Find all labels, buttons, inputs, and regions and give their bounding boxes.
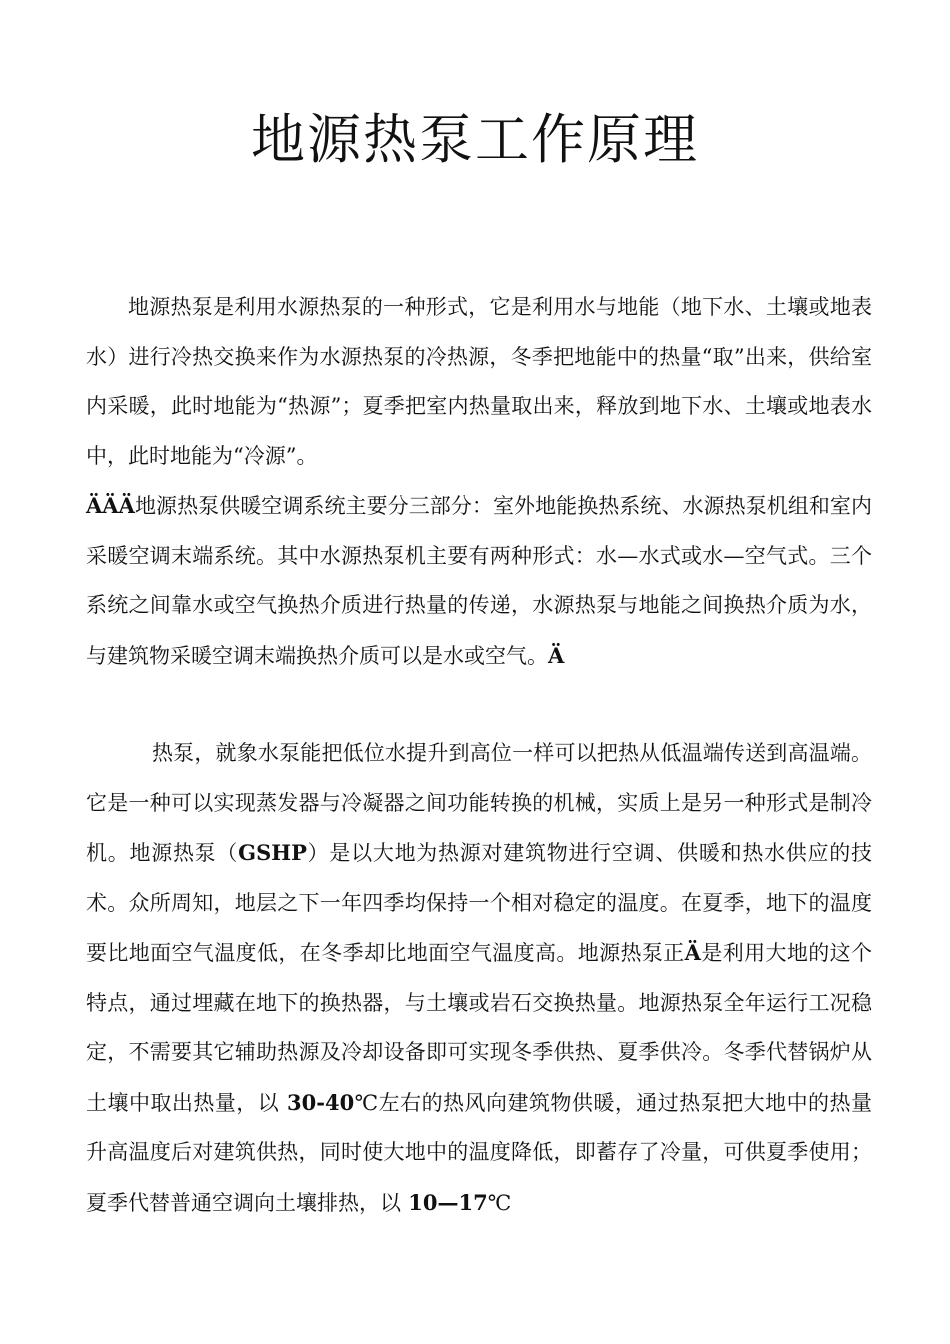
paragraph-system-parts-text: 地源热泵供暖空调系统主要分三部分：室外地能换热系统、水源热泵机组和室内采暖空调末端系统。其中水源热泵机主要有两种形式：水—水式或水—空气式。三个系统之间靠水或空气换热介质进行热量的传递，水源热泵与地能之间换热介质为水，与建筑物采暖空调末端换热介质可以是水或空气。 <box>86 494 872 668</box>
garbled-mark: ÄÄÄ <box>86 493 135 518</box>
paragraph-system-parts <box>86 481 872 681</box>
temperature-summer: 10—17 <box>401 1189 488 1215</box>
garbled-mark-inline: Ä <box>684 940 701 965</box>
paragraph-intro <box>86 283 872 481</box>
temperature-winter: 30-40 <box>279 1089 355 1115</box>
paragraph-heat-pump-text-a: 热泵，就象水泵能把低位水提升到高位一样可以把热从低温端传送到高温端。它是一种可以实现蒸发器与冷凝器之间功能转换的机械，实质上是另一种形式是制冷机。地源热泵（ <box>86 741 872 865</box>
document-title: 地源热泵工作原理 <box>251 108 699 171</box>
gshp-abbreviation: GSHP <box>238 840 307 865</box>
paragraph-heat-pump-text-d: ℃左右的热风向建筑物供暖，通过热泵把大地中的热量升高温度后对建筑供热，同时使大地中的温度降低，即蓄存了冷量，可供夏季使用；夏季代替普通空调向土壤排热，以 <box>86 1090 872 1215</box>
paragraph-intro-text: 地源热泵是利用水源热泵的一种形式，它是利用水与地能（地下水、土壤或地表水）进行冷热交换来作为水源热泵的冷热源，冬季把地能中的热量“取”出来，供给室内采暖，此时地能为“热源”；夏季把室内热量取出来，释放到地下水、土壤或地表水中，此时地能为“冷源”。 <box>86 295 872 468</box>
garbled-mark-tail: Ä <box>548 642 565 668</box>
celsius-unit: ℃ <box>487 1190 512 1215</box>
paragraph-heat-pump <box>86 729 872 1228</box>
paragraph-heat-pump-text-b: ）是以大地为热源对建筑物进行空调、供暖和热水供应的技术。众所周知，地层之下一年四季均保持一个相对稳定的温度。在夏季，地下的温度要比地面空气温度低，在冬季却比地面空气温度高。地源热泵正 <box>86 841 873 965</box>
paragraph-heat-pump-text-c: 是利用大地的这个特点，通过埋藏在地下的换热器，与土壤或岩石交换热量。地源热泵全年运行工况稳定，不需要其它辅助热源及冷却设备即可实现冬季供热、夏季供冷。冬季代替锅炉从土壤中取出热量，以 <box>86 941 872 1115</box>
